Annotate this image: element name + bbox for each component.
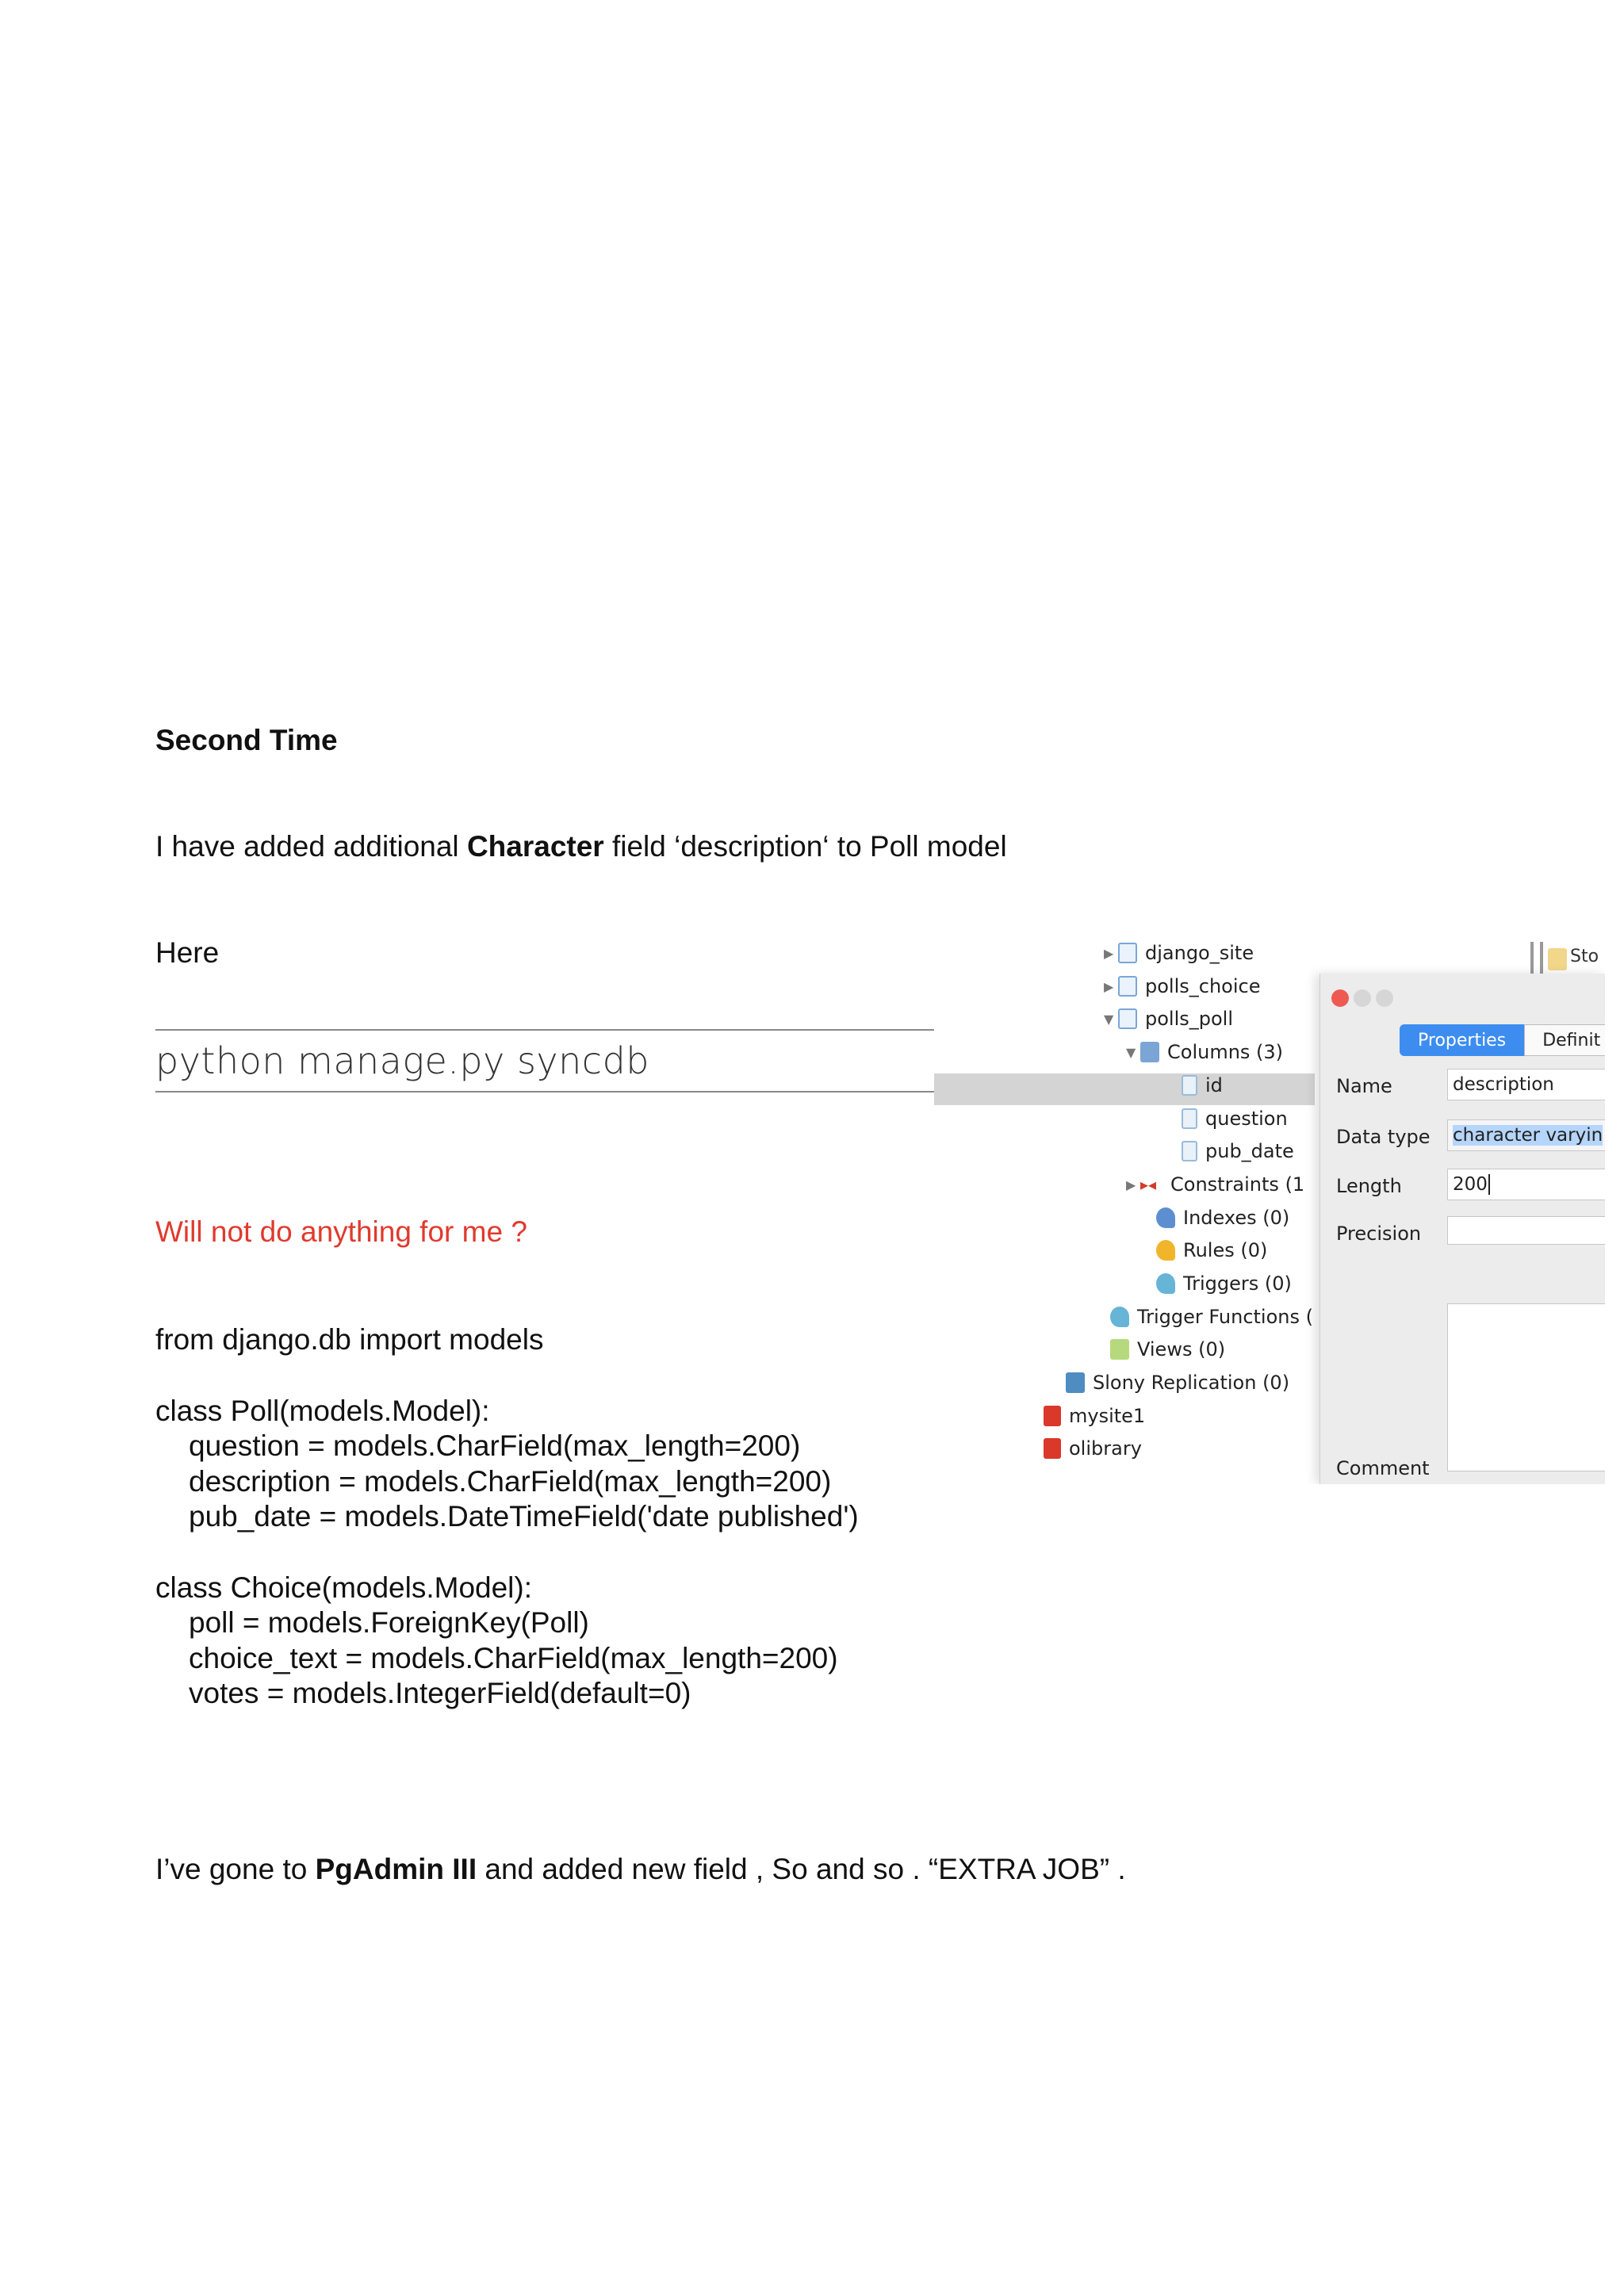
expand-arrow-icon[interactable]: ▶ <box>1104 978 1114 994</box>
code-poll-class: class Poll(models.Model): <box>155 1395 490 1427</box>
precision-field[interactable] <box>1447 1216 1605 1245</box>
tab-bar <box>1400 1024 1605 1054</box>
views-icon <box>1110 1339 1129 1360</box>
close-icon[interactable] <box>1331 989 1349 1007</box>
columns-icon <box>1140 1042 1159 1062</box>
code-line: poll = models.ForeignKey(Poll) <box>189 1606 589 1639</box>
tab-properties[interactable]: Properties <box>1400 1024 1524 1056</box>
column-icon <box>1182 1108 1197 1129</box>
pgadmin-screenshot <box>934 942 1605 1484</box>
here-label: Here <box>155 936 220 969</box>
database-icon <box>1044 1406 1061 1426</box>
footer-paragraph: I’ve gone to PgAdmin III and added new field , So and so . “EXTRA JOB” . <box>155 1853 1126 1885</box>
data-type-select[interactable] <box>1447 1119 1605 1151</box>
tree-item[interactable]: Slony Replication (0) <box>1066 1372 1289 1394</box>
intro-paragraph: I have added additional Character field ‘description‘ to Poll model <box>155 830 1007 863</box>
text-caret <box>1488 1174 1490 1195</box>
command-block <box>155 1029 934 1093</box>
minimize-icon[interactable] <box>1354 989 1371 1007</box>
code-line: pub_date = models.DateTimeField('date published') <box>189 1500 859 1533</box>
column-icon <box>1182 1075 1197 1096</box>
length-field[interactable]: 200 <box>1447 1169 1605 1200</box>
trigger-functions-icon <box>1110 1307 1129 1327</box>
name-label: Name <box>1336 1075 1392 1097</box>
question-text: Will not do anything for me ? <box>155 1215 527 1248</box>
tree-item[interactable]: ▶ ▸◂ Constraints (1 <box>1126 1173 1305 1196</box>
tree-item[interactable]: ▼ polls_poll <box>1104 1008 1234 1030</box>
comment-label: Comment <box>1336 1457 1430 1479</box>
section-heading: Second Time <box>155 724 338 756</box>
column-properties-dialog <box>1320 974 1605 1484</box>
name-field[interactable]: description <box>1447 1069 1605 1100</box>
tree-item[interactable]: Triggers (0) <box>1156 1272 1292 1295</box>
data-type-value: character varyin <box>1453 1125 1603 1146</box>
tree-item[interactable]: ▶ django_site <box>1104 942 1254 964</box>
table-icon <box>1118 976 1137 997</box>
collapse-arrow-icon[interactable]: ▼ <box>1104 1011 1114 1027</box>
tree-item[interactable]: Indexes (0) <box>1156 1207 1289 1229</box>
expand-arrow-icon[interactable]: ▶ <box>1104 945 1114 961</box>
tree-item[interactable]: question <box>1182 1108 1288 1130</box>
database-icon <box>1044 1438 1061 1459</box>
tree-item[interactable]: id <box>1182 1074 1223 1096</box>
toolbar-label: Sto <box>1570 947 1599 966</box>
tree-item[interactable]: olibrary <box>1044 1437 1142 1460</box>
table-icon <box>1118 943 1137 963</box>
toolbar-corner <box>1530 942 1605 974</box>
tree-item[interactable]: Trigger Functions ( <box>1110 1306 1313 1328</box>
command-text: python manage.py syncdb <box>155 1039 649 1082</box>
constraints-icon: ▸◂ <box>1140 1175 1157 1194</box>
slony-icon <box>1066 1372 1085 1393</box>
code-line: question = models.CharField(max_length=200) <box>189 1429 801 1462</box>
code-line: description = models.CharField(max_length=200) <box>189 1465 832 1498</box>
data-type-label: Data type <box>1336 1126 1431 1148</box>
triggers-icon <box>1156 1273 1175 1294</box>
code-line: choice_text = models.CharField(max_length=200) <box>189 1642 838 1674</box>
indexes-icon <box>1156 1207 1175 1228</box>
expand-arrow-icon[interactable]: ▶ <box>1126 1177 1136 1192</box>
maximize-icon[interactable] <box>1376 989 1393 1007</box>
column-icon <box>1182 1141 1197 1161</box>
tree-item[interactable]: mysite1 <box>1044 1405 1145 1427</box>
tree-item[interactable]: Rules (0) <box>1156 1239 1267 1261</box>
code-choice-class: class Choice(models.Model): <box>155 1571 533 1604</box>
tree-item[interactable]: ▶ polls_choice <box>1104 975 1261 997</box>
comment-box[interactable] <box>1447 1303 1605 1471</box>
selected-row-highlight <box>934 1073 1315 1105</box>
collapse-arrow-icon[interactable]: ▼ <box>1126 1044 1136 1060</box>
tree-item[interactable]: Views (0) <box>1110 1338 1225 1360</box>
table-icon <box>1118 1008 1137 1029</box>
rules-icon <box>1156 1240 1175 1261</box>
tab-definition[interactable]: Definit <box>1524 1024 1605 1056</box>
code-line: votes = models.IntegerField(default=0) <box>189 1677 691 1709</box>
tree-item[interactable]: ▼ Columns (3) <box>1126 1041 1284 1063</box>
tree-item[interactable]: pub_date <box>1182 1140 1294 1162</box>
length-label: Length <box>1336 1175 1402 1197</box>
precision-label: Precision <box>1336 1223 1422 1245</box>
code-import: from django.db import models <box>155 1323 544 1356</box>
